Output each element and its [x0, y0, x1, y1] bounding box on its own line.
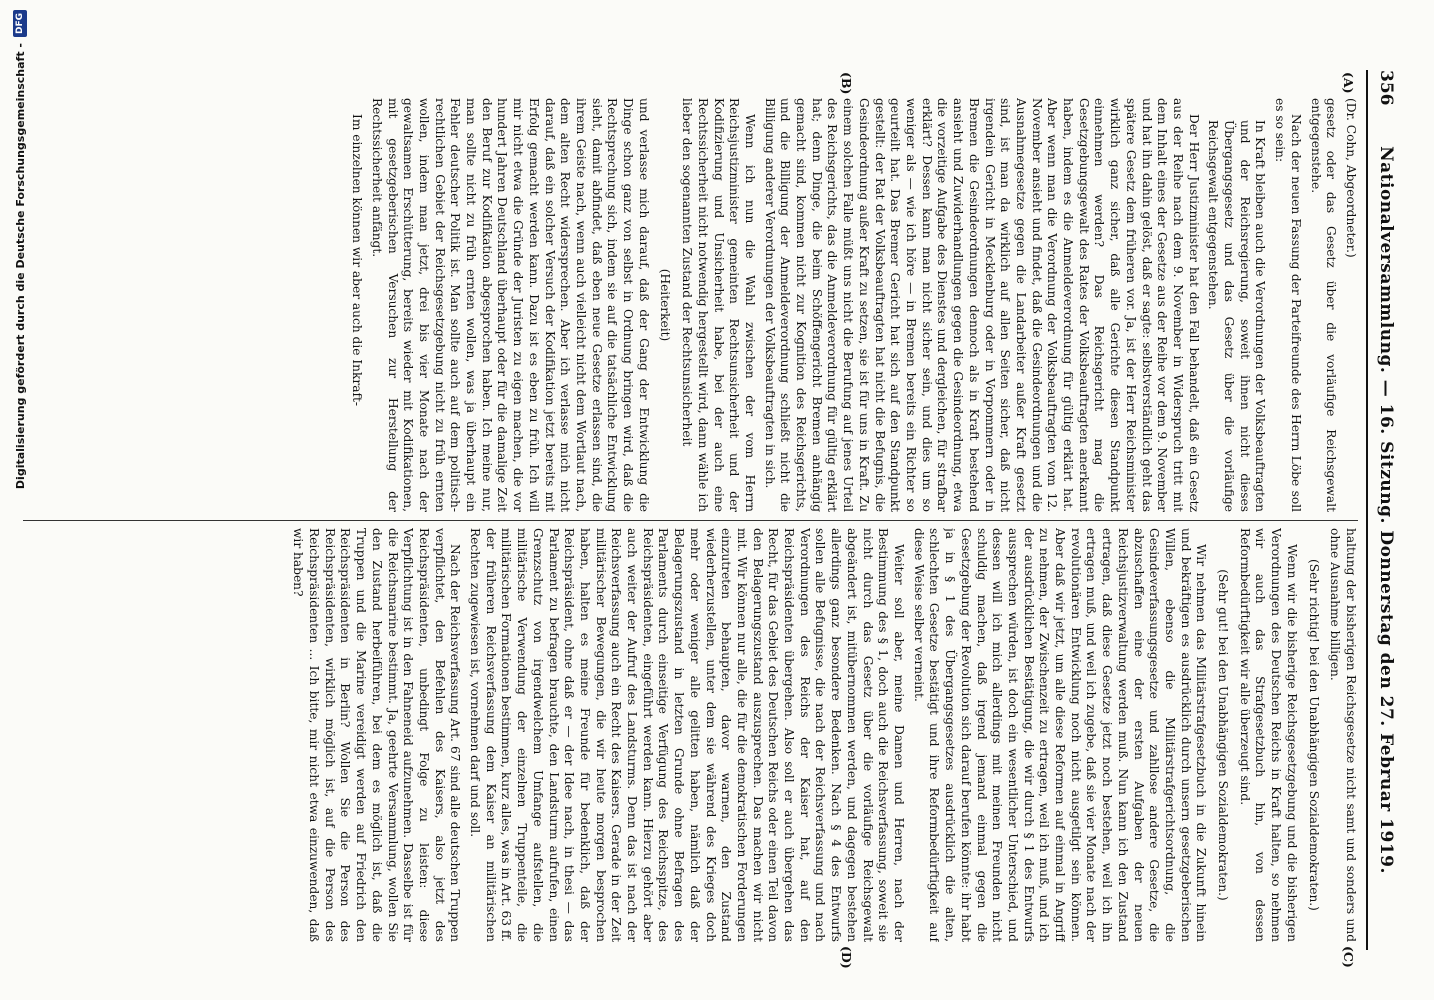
credit-text: Digitalisierung gefördert durch die Deutsche Forschungsgemeinschaft - — [13, 43, 27, 490]
margin-mark-d: (D) — [839, 946, 854, 969]
header-rule — [1366, 70, 1368, 950]
paragraph: Weiter soll aber, meine Damen und Herren, nach der Bestimmung des § 1, doch auch die Reichsverfassung, soweit sie nicht durch das Gesetz über die vorläufige Reichsgewalt abgeändert ist, mitübernommen werden, und dagegen bestehen allerdings ganz besondere Bedenken. Nach § 4 des Entwurfs sollen alle Befugnisse, die nach der Reichsverfassung und nach Verordnungen des Reichs der Kaiser hat, auf den Reichspräsidenten übergehen. Also soll er auch übergehen das Recht, für das Gebiet des Deutschen Reichs oder einen Teil davon den Belagerungszustand auszusprechen. Das machen wir nicht mit. Wir können nur alle, die für die demokratischen Forderungen einzutreten behaupten, davor warnen, den Zustand wiederherzustellen, unter dem sie während des Krieges doch mehr oder weniger alle gelitten haben, nämlich daß der Belagerungszustand in letzten Grunde ohne Befragen des Parlaments durch einseitige Verfügung des Reichsspitze, des Reichspräsidenten, eingeführt werden kann. Hierzu gehört aber auch weiter der Aufruf des Landsturms. Denn das ist nach der Reichsverfassung auch ein Recht des Kaisers. Gerade in der Zeit militärischer Bewegungen, die wir heute morgen besprochen haben, halten es meine Freunde für bedenklich, daß der Reichspräsident, ohne daß er — der Idee nach, in thesi — das Parlament zu befragen brauchte, den Landsturm aufrufen, einen Grenzschutz von irgendwelchem Umfange aufstellen, die militärische Verwendung der einzelnen Truppenteile, die militärischen Formationen bestimmen, kurz alles, was in Art. 63 ff. der früheren Reichsverfassung dem Kaiser an militärischen Rechten zugewiesen ist, vornehmen darf und soll. — [468, 528, 907, 942]
paragraph: Wenn ich nun die Wahl zwischen der vom Herrn Reichsjustizminister gemeinten Rechtsunsicherheit und der Kodifizierung und Unsicherheit habe, bei der auch eine Rechtssicherheit nicht notwendig hergestellt wird, dann wähle ich lieber den sogenannten Zustand der Rechtsunsicherheit — [680, 98, 757, 512]
interjection: (Heiterkeit) — [658, 268, 673, 342]
paragraph: Nach der neuen Fassung der Parteifreunde des Herrn Löbe soll es so sein: — [1273, 98, 1303, 512]
speaker-label: (Dr. Cohn, Abgeordneter.) — [1344, 98, 1358, 258]
paragraph: und verlasse mich darauf, daß der Gang der Entwicklung die Dinge schon ganz von selbst in Ordnung bringen wird, daß die Rechtsprechung sich, indem sie auf die tatsächliche Entwicklung sieht, damit abfindet, daß eben neue Gesetze erlassen sind, die ihrem Geiste nach, wenn auch vielleicht nicht dem Wortlaut nach, dem alten Recht widersprechen. Aber ich verlasse mich nicht darauf, daß ein solcher Versuch der Kodifikation jetzt bereits mit Erfolg gemacht werden kann. Dazu ist es eben zu früh. Ich will mir nicht etwa die Gründe der Juristen zu eigen machen, die vor hundert Jahren Deutschland überhaupt oder für die damalige Zeit den Beruf zur Kodifikation abgesprochen haben. Ich meine nur, man sollte nicht zu früh ernten wollen, was ja überhaupt ein Fehler deutscher Politik ist. Man sollte auch auf dem politisch-rechtlichen Gebiet der Reichsgesetzgebung nicht zu früh ernten wollen, indem man jetzt, drei bis vier Monate nach der gewaltsamen Erschütterung, bereits wieder mit Kodifikationen, mit gesetzgeberischen Versuchen zur Herstellung der Rechtssicherheit anfängt. — [369, 98, 651, 512]
paragraph: Der Herr Justizminister hat den Fall behandelt, daß ein Gesetz aus der Reihe nach dem 9. November in Widerspruch tritt mit dem Inhalt eines der Gesetze aus der Reihe vor dem 9. November und hat ihn dahin gelöst, daß er sagte: selbstverständlich geht das spätere Gesetz dem früheren vor. Ja, ist der Herr Reichsminister wirklich ganz sicher, daß alle Gerichte diesen Standpunkt einnehmen werden? Das Reichsgericht mag die Gesetzgebungsgewalt des Rates der Volksbeauftragten anerkannt haben, indem es die Anmeldeverordnung für gültig erklärt hat. Aber wenn man die Verordnung der Volksbeauftragten vom 12. November ansieht und findet, daß die Gesindeordnungen und die Ausnahmegesetze gegen die Landarbeiter außer Kraft gesetzt sind, ist man da wirklich auf allen Seiten sicher, daß nicht irgendein Gericht in Mecklenburg oder in Vorpommern oder in Bremen die Gesindeordnungen dennoch als in Kraft bestehend ansieht und Zuwiderhandlungen gegen die Gesindeordnung, etwa die vorzeitige Aufgabe des Dienstes und dergleichen, für strafbar erklärt? Dessen kann man nicht sicher sein, und dies um so weniger als — wie ich höre — in Bremen bereits ein Richter so geurteilt hat. Das Bremer Gericht hat sich auf den Standpunkt gestellt: der Rat der Volksbeauftragten hat nicht die Befugnis, die Gesindeordnung außer Kraft zu setzen, sie ist für uns in Kraft. Zu einem solchen Falle müßt uns nicht die Berufung auf jenes Urteil des Reichsgerichts, das die Anmeldeverordnung für gültig erklärt hat; denn Dinge, die beim Schöffengericht Bremen anhängig gemacht sind, kommen nicht zur Kognition des Reichsgerichts, und die Billigung der Anmeldeverordnung schließt nicht die Billigung anderer Verordnungen der Volksbeauftragten in sich. — [762, 98, 1201, 512]
paragraph: Im einzelnen können wir aber auch die Inkraft- — [350, 114, 365, 407]
paragraph: haltung der bisherigen Reichsgesetze nicht samt und sonders und ohne Ausnahme billigen. — [1328, 528, 1358, 942]
paragraph: gesetz oder das Gesetz über die vorläufige Reichsgewalt entgegenstehe. — [1308, 98, 1339, 512]
page-title: Nationalversammlung. — 16. Sitzung. Donnerstag den 27. Februar 1919. — [1376, 146, 1396, 874]
page-number: 356 — [1376, 70, 1396, 106]
digitization-credit — [8, 10, 32, 990]
column-divider — [23, 520, 1358, 521]
dfg-logo-icon: DFG — [13, 10, 27, 37]
right-column — [28, 528, 1358, 942]
interjection: (Sehr richtig! bei den Unabhängigen Sozialdemokraten.) — [1306, 559, 1321, 911]
left-column — [28, 98, 1358, 512]
paragraph: Nach der Reichsverfassung Art. 67 sind alle deutschen Truppen verpflichtet, den Befehlen des Kaisers, also jetzt des Reichspräsidenten, unbedingt Folge zu leisten: diese Verpflichtung ist in den Fahneneid aufzunehmen. Dasselbe ist für die Reichsmarine bestimmt. Ja, geehrte Versammlung, wollen Sie den Zustand herbeiführen, bei dem es möglich ist, daß die Truppen und die Marine vereidigt werden auf Friedrich den Reichspräsidenten in Berlin? Wollen Sie die Person des Reichspräsidenten, wirklich möglich ist, auf die Person des Reichspräsidenten ... Ich bitte, mir nicht etwa einzuwenden, daß wir haben? — [291, 528, 463, 942]
interjection: (Sehr gut! bei den Unabhängigen Sozialdemokraten.) — [1216, 569, 1231, 901]
paragraph: Wir nehmen das Militärstrafgesetzbuch in die Zukunft hinein und bekräftigen es ausdrücklich durch unsern gesetzgeberischen Willen, ebenso die Militärstrafgerichtsordnung, die Gesindeverfassungsgesetze und zahllose andere Gesetze, die abzuschaffen eine der ersten Aufgaben der neuen Reichsjustizverwaltung werden muß. Nun kann ich den Zustand ertragen, daß diese Gesetze jetzt noch bestehen, weil ich ihn ertragen muß, und weil ich zugebe, daß sie vier Monate nach der revolutionären Entwicklung noch nicht ausgetilgt sein können. Aber daß wir jetzt, um alle diese Reformen auf einmal in Angriff zu nehmen, der Zwischenzeit zu ertragen, weil ich muß, und ich der ausdrücklichen Bestätigung, die wir durch § 1 des Entwurfs aussprechen würden, ist doch ein wesentlicher Unterschied, und dessen will ich mich allerdings mit meinen Freunden nicht schuldig machen, daß irgend jemand einmal gegen die Gesetzgebung der Revolution sich darauf berufen könnte: ihr habt ja in § 1 des Übergangsgesetzes ausdrücklich die alten, schlechten Gesetze bestätigt und ihre Reformbedürftigkeit auf diese Weise selber verneint. — [911, 528, 1209, 942]
page-header — [1370, 70, 1396, 950]
paragraph: Wenn wir die bisherige Reichsgesetzgebung und die bisherigen Verordnungen des Deutschen Reichs in Kraft halten, so nehmen wir auch das Strafgesetzbuch hin, von dessen Reformbedürftigkeit wir alle überzeugt sind. — [1237, 528, 1299, 942]
margin-mark-a: (A) — [1341, 72, 1356, 94]
quoted-clause: In Kraft bleiben auch die Verordnungen der Volksbeauftragten und der Reichsregierung, soweit ihnen nicht dieses Übergangsgesetz und das Gesetz über die vorläufige Reichsgewalt entgegenstehen. — [1206, 120, 1268, 512]
margin-mark-b: (B) — [839, 72, 854, 95]
margin-mark-c: (C) — [1341, 946, 1356, 968]
